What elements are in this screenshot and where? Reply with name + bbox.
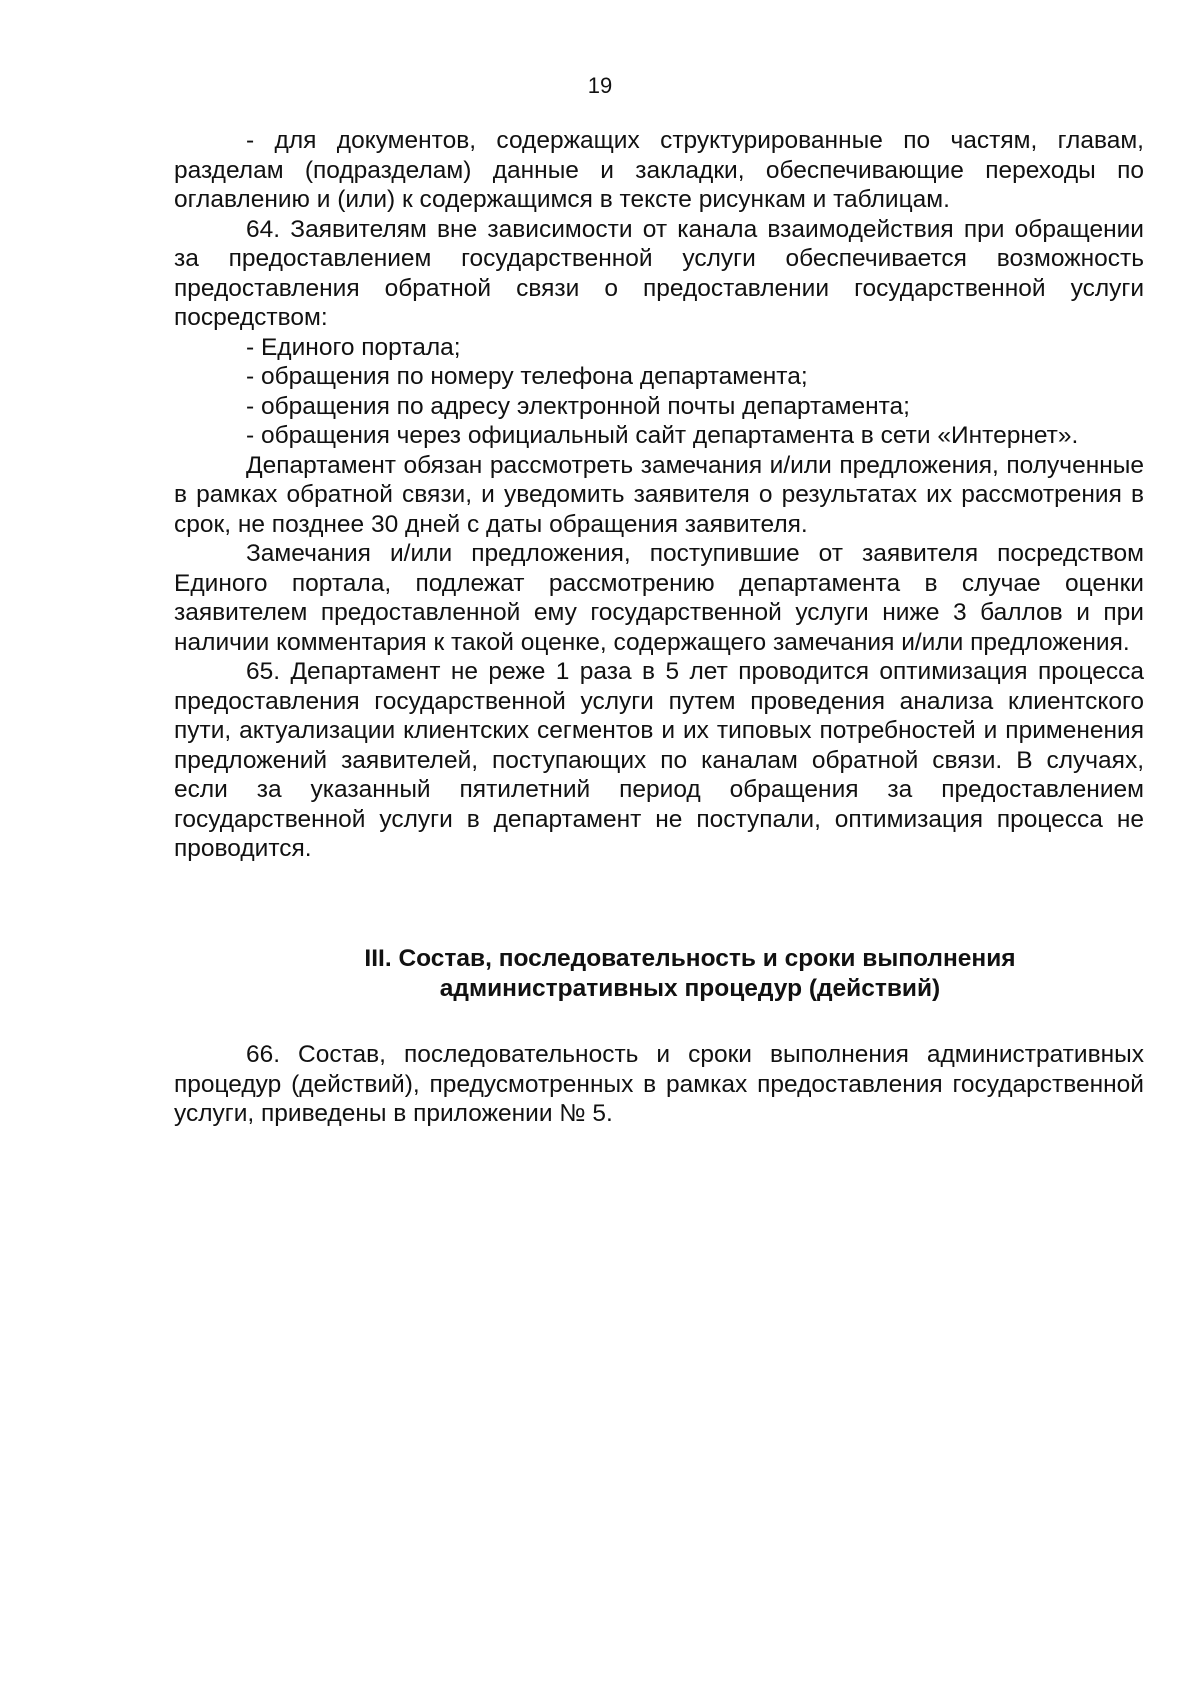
section-heading-line-2: административных процедур (действий) [439, 975, 941, 1002]
section-heading [300, 944, 1080, 1004]
body-text-block-2 [174, 1040, 1144, 1129]
paragraph-list-item-website: - обращения через официальный сайт департамента в сети «Интернет». [246, 422, 1079, 449]
paragraph-list-item-phone: - обращения по номеру телефона департамента; [246, 363, 808, 390]
paragraph-remarks: Замечания и/или предложения, поступившие от заявителя посредством Единого портала, подлежат рассмотрению департамента в случае оценки заявителем предоставленной ему государственной услуги ниже 3 баллов и при наличии комментария к такой оценке, содержащего замечания и/или предложения. [174, 540, 1144, 656]
paragraph-list-item-email: - обращения по адресу электронной почты департамента; [246, 392, 910, 420]
paragraph-list-item-documents: - для документов, содержащих структурированные по частям, главам, разделам (подразделам) данные и закладки, обеспечивающие переходы по оглавлению и (или) к содержащимся в тексте рисункам и таблицам. [174, 127, 1144, 213]
body-text-block [174, 126, 1144, 864]
paragraph-64: 64. Заявителям вне зависимости от канала взаимодействия при обращении за предоставлением государственной услуги обеспечивается возможность предоставления обратной связи о предоставлении государственной услуги посредством: [174, 215, 1144, 331]
paragraph-66: 66. Состав, последовательность и сроки выполнения административных процедур (действий), предусмотренных в рамках предоставления государственной услуги, приведены в приложении № 5. [174, 1041, 1144, 1127]
paragraph-65: 65. Департамент не реже 1 раза в 5 лет проводится оптимизация процесса предоставления государственной услуги путем проведения анализа клиентского пути, актуализации клиентских сегментов и их типовых потребностей и применения предложений заявителей, поступающих по каналам обратной связи. В случаях, если за указанный пятилетний период обращения за предоставлением государственной услуги в департамент не поступали, оптимизация процесса не проводится. [174, 658, 1144, 862]
section-heading-line-1: III. Состав, последовательность и сроки выполнения [364, 945, 1016, 972]
paragraph-department-obligation: Департамент обязан рассмотреть замечания и/или предложения, полученные в рамках обратной связи, и уведомить заявителя о результатах их рассмотрения в срок, не позднее 30 дней с даты обращения заявителя. [174, 451, 1144, 538]
page-number: 19 [587, 73, 613, 98]
paragraph-list-item-portal: - Единого портала; [246, 333, 461, 361]
